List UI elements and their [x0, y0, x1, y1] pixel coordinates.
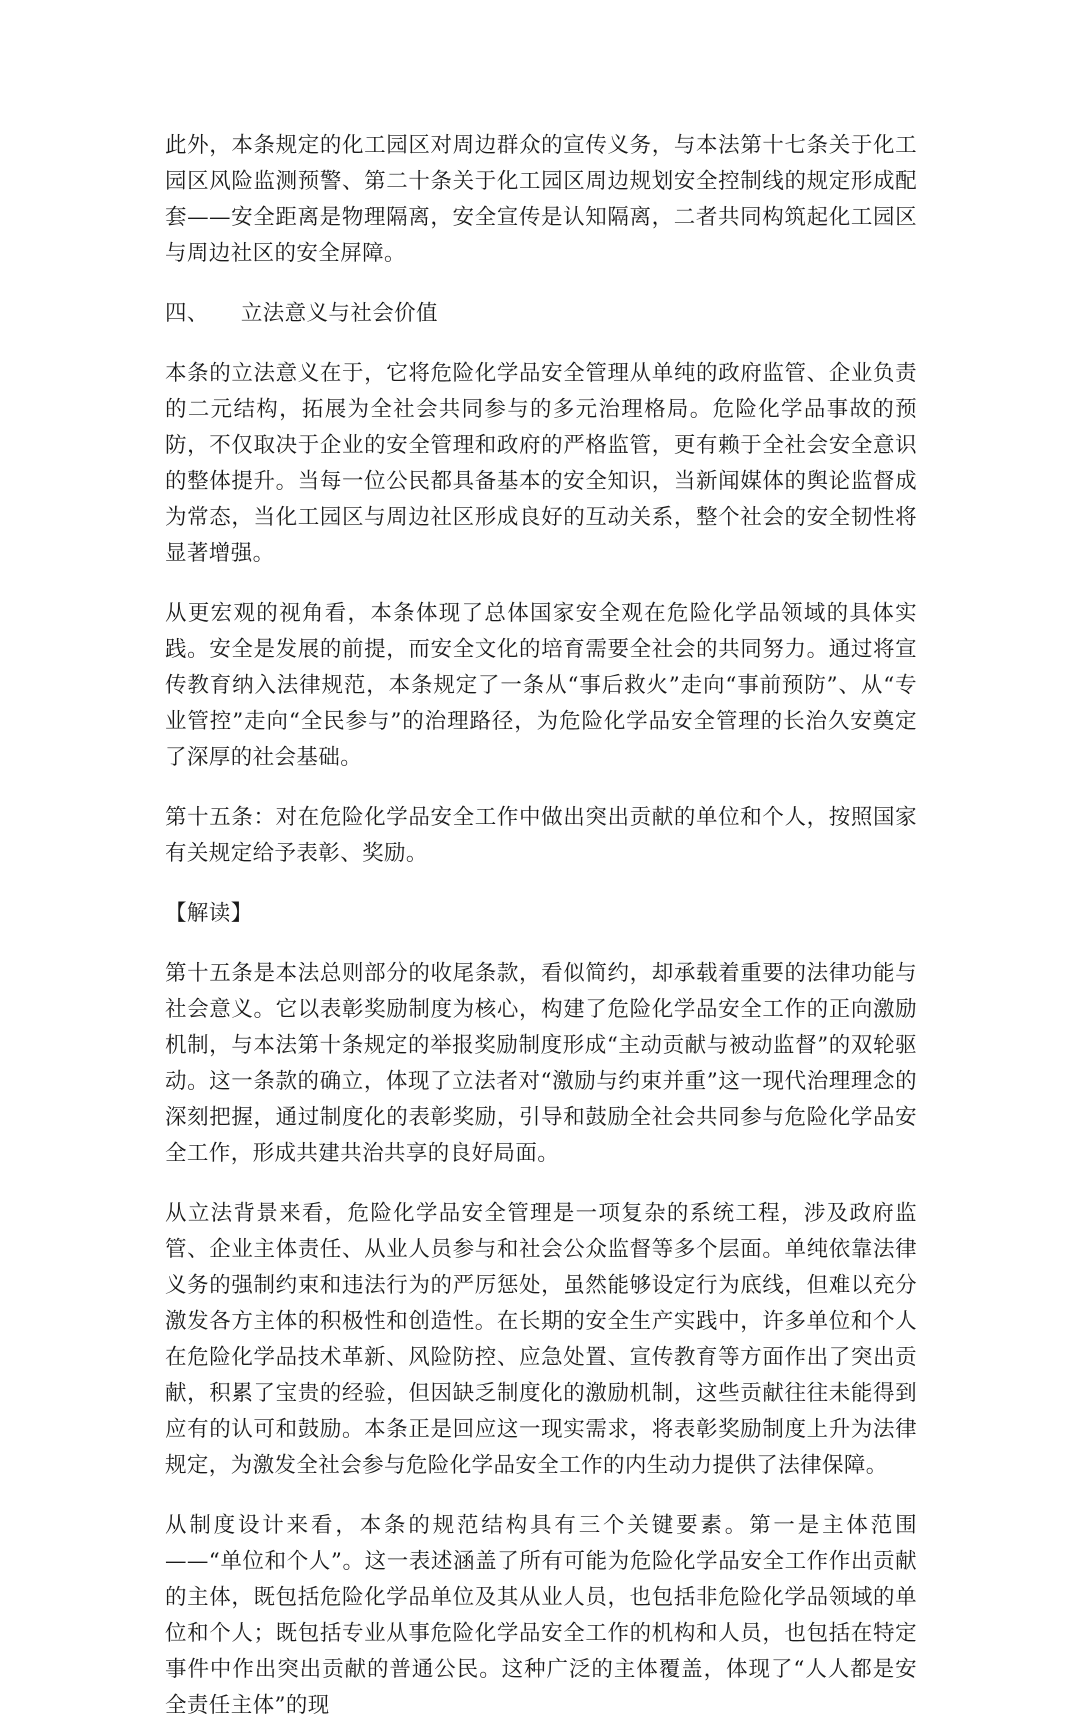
article-15-text: 第十五条：对在危险化学品安全工作中做出突出贡献的单位和个人，按照国家有关规定给予表彰、奖励。	[165, 805, 917, 866]
paragraph-publicity-obligation: 此外，本条规定的化工园区对周边群众的宣传义务，与本法第十七条关于化工园区风险监测预警、第二十条关于化工园区周边规划安全控制线的规定形成配套——安全距离是物理隔离，安全宣传是认知隔离，二者共同构筑起化工园区与周边社区的安全屏障。	[165, 133, 917, 266]
paragraph-legislative-background: 从立法背景来看，危险化学品安全管理是一项复杂的系统工程，涉及政府监管、企业主体责任、从业人员参与和社会公众监督等多个层面。单纯依靠法律义务的强制约束和违法行为的严厉惩处，虽然能够设定行为底线，但难以充分激发各方主体的积极性和创造性。在长期的安全生产实践中，许多单位和个人在危险化学品技术革新、风险防控、应急处置、宣传教育等方面作出了突出贡献，积累了宝贵的经验，但因缺乏制度化的激励机制，这些贡献往往未能得到应有的认可和鼓励。本条正是回应这一现实需求，将表彰奖励制度上升为法律规定，为激发全社会参与危险化学品安全工作的内生动力提供了法律保障。	[165, 1201, 917, 1478]
section-number: 四、	[165, 301, 209, 326]
section-title: 立法意义与社会价值	[240, 301, 438, 326]
paragraph-macro-perspective: 从更宏观的视角看，本条体现了总体国家安全观在危险化学品领域的具体实践。安全是发展的前提，而安全文化的培育需要全社会的共同努力。通过将宣传教育纳入法律规范，本条规定了一条从“事后救火”走向“事前预防”、从“专业管控”走向“全民参与”的治理路径，为危险化学品安全管理的长治久安奠定了深厚的社会基础。	[165, 601, 917, 770]
paragraph-legislative-significance: 本条的立法意义在于，它将危险化学品安全管理从单纯的政府监管、企业负责的二元结构，拓展为全社会共同参与的多元治理格局。危险化学品事故的预防，不仅取决于企业的安全管理和政府的严格监管，更有赖于全社会安全意识的整体提升。当每一位公民都具备基本的安全知识，当新闻媒体的舆论监督成为常态，当化工园区与周边社区形成良好的互动关系，整个社会的安全韧性将显著增强。	[165, 361, 917, 566]
paragraph-article-15-overview: 第十五条是本法总则部分的收尾条款，看似简约，却承载着重要的法律功能与社会意义。它以表彰奖励制度为核心，构建了危险化学品安全工作的正向激励机制，与本法第十条规定的举报奖励制度形成“主动贡献与被动监督”的双轮驱动。这一条款的确立，体现了立法者对“激励与约束并重”这一现代治理理念的深刻把握，通过制度化的表彰奖励，引导和鼓励全社会共同参与危险化学品安全工作，形成共建共治共享的良好局面。	[165, 961, 917, 1166]
document-page	[165, 128, 917, 1724]
section-heading	[165, 296, 917, 332]
paragraph-institutional-design: 从制度设计来看，本条的规范结构具有三个关键要素。第一是主体范围——“单位和个人”。这一表述涵盖了所有可能为危险化学品安全工作作出贡献的主体，既包括危险化学品单位及其从业人员，也包括非危险化学品领域的单位和个人；既包括专业从事危险化学品安全工作的机构和人员，也包括在特定事件中作出突出贡献的普通公民。这种广泛的主体覆盖，体现了“人人都是安全责任主体”的现	[165, 1513, 917, 1718]
interpretation-label: 【解读】	[165, 901, 253, 926]
